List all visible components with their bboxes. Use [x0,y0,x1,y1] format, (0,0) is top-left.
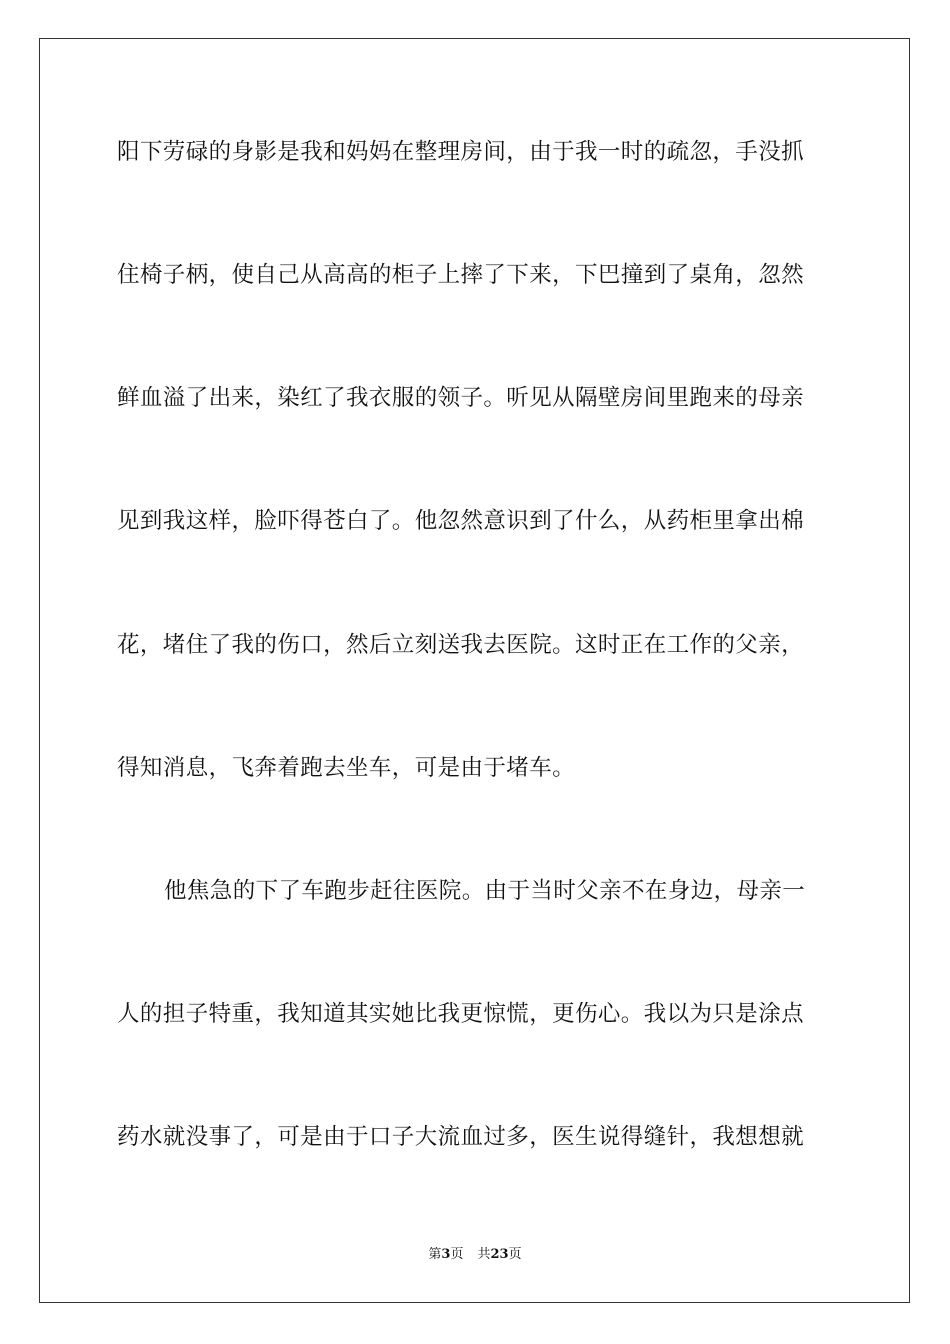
text-line-5: 花，堵住了我的伤口，然后立刻送我去医院。这时正在工作的父亲， [117,632,805,658]
page-suffix: 页 [450,1247,464,1262]
total-suffix: 页 [508,1247,522,1262]
text-line-3: 鲜血溢了出来，染红了我衣服的领子。听见从隔壁房间里跑来的母亲 [117,385,805,411]
total-prefix: 共 [477,1247,491,1262]
text-line-6: 得知消息，飞奔着跑去坐车，可是由于堵车。 [117,755,576,781]
page-border [39,38,910,1303]
text-line-8: 人的担子特重，我知道其实她比我更惊慌，更伤心。我以为只是涂点 [117,1001,805,1027]
text-line-7-paragraph-start: 他焦急的下了车跑步赶往医院。由于当时父亲不在身边，母亲一 [164,878,806,904]
page-footer [0,1246,950,1264]
total-pages: 23 [490,1247,509,1262]
text-line-2: 住椅子柄，使自己从高高的柜子上摔了下来，下巴撞到了桌角，忽然 [117,262,805,288]
page-number: 3 [441,1247,451,1262]
text-line-4: 见到我这样，脸吓得苍白了。他忽然意识到了什么，从药柜里拿出棉 [117,508,805,534]
text-line-9: 药水就没事了，可是由于口子大流血过多，医生说得缝针，我想想就 [117,1124,805,1150]
text-line-1: 阳下劳碌的身影是我和妈妈在整理房间，由于我一时的疏忽，手没抓 [117,139,805,165]
page-prefix: 第 [428,1247,442,1262]
